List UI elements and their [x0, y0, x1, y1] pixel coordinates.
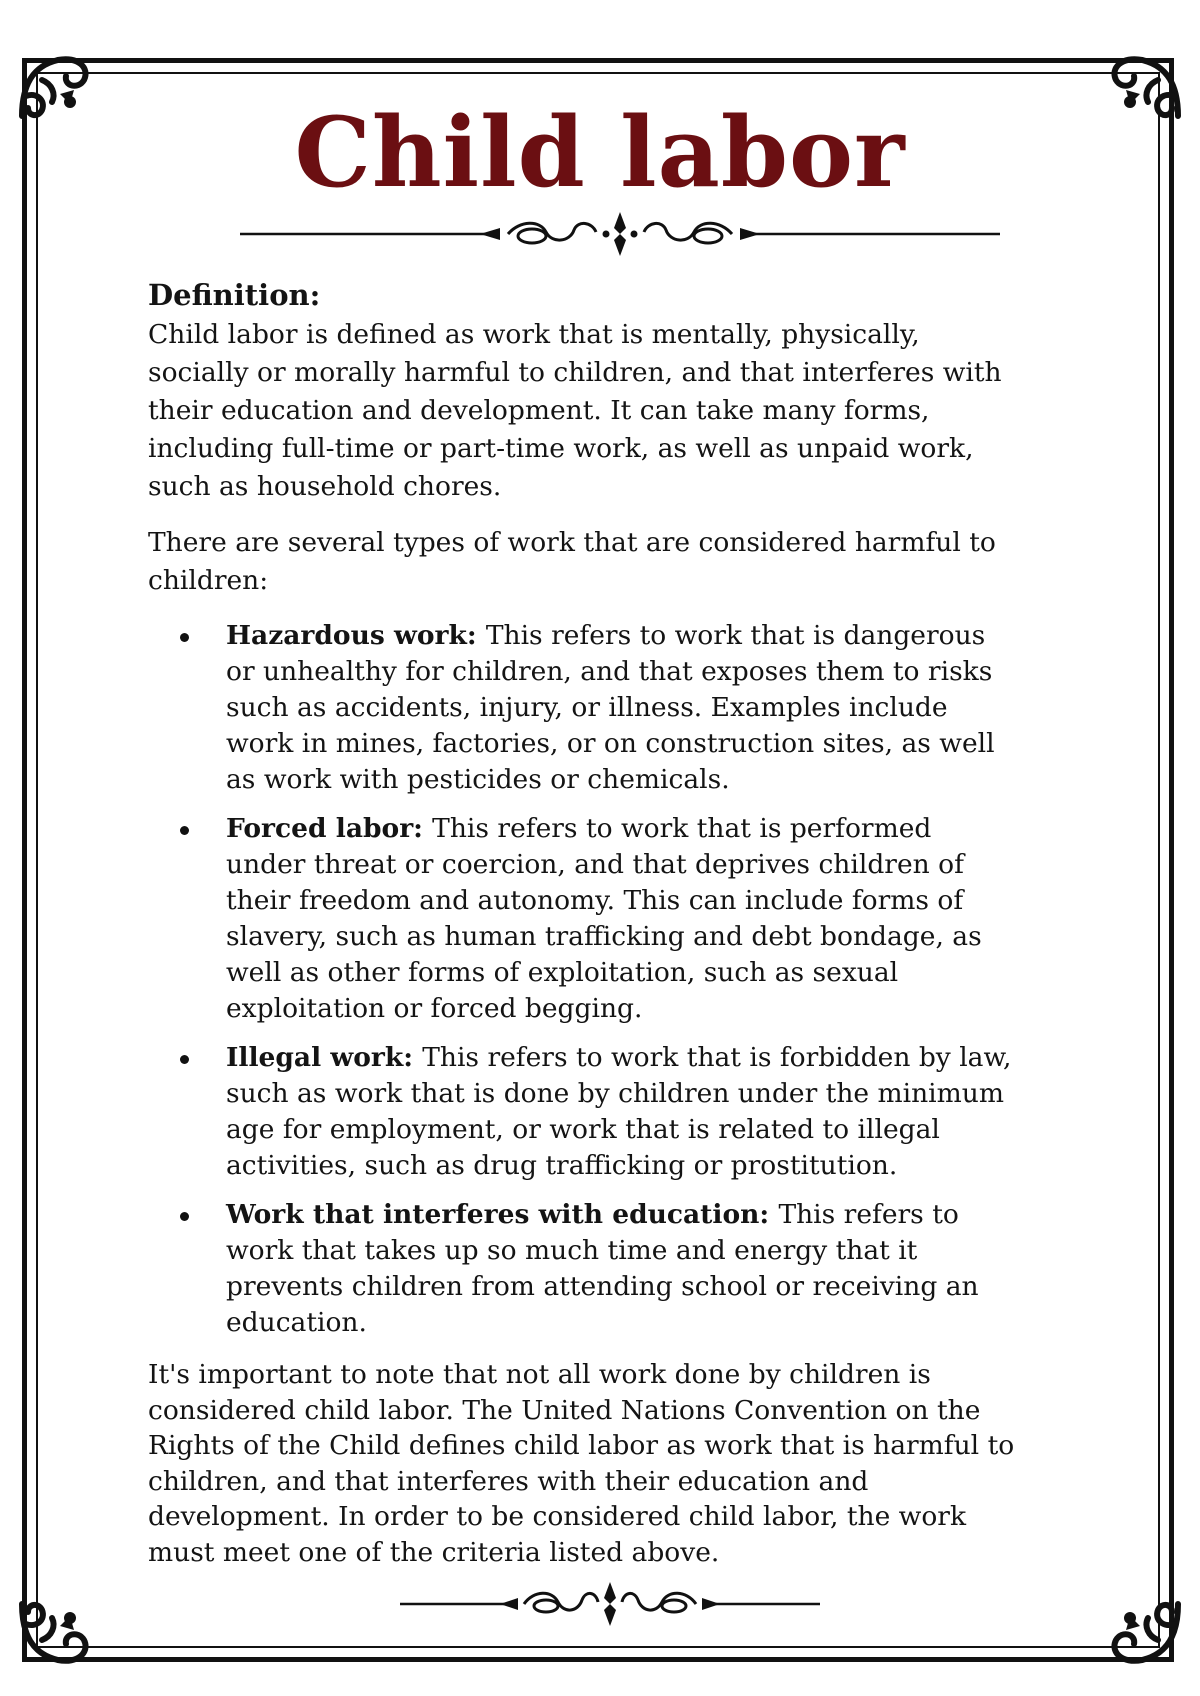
list-item: [148, 1040, 1018, 1184]
list-item-term: Hazardous work:: [226, 620, 486, 651]
list-item: [148, 618, 1018, 798]
list-item: [148, 811, 1018, 1027]
definition-paragraph: Child labor is defined as work that is mentally, physically, socially or morally harmful to children, and that interferes with their education and development. It can take many forms, including full-time or part-time work, as well as unpaid work, such as household chores.: [148, 319, 1002, 502]
document-body: [148, 276, 1018, 1570]
page-title: Child labor: [294, 96, 906, 209]
list-item-text: This refers to work that is forbidden by law, such as work that is done by children under the minimum age for employment, or work that is related to illegal activities, such as drug trafficking or prostitution.: [226, 1042, 1012, 1181]
flourish-divider-icon: [240, 208, 1000, 260]
bullet-icon: [180, 826, 189, 835]
list-item-term: Illegal work:: [226, 1042, 423, 1073]
list-item-term: Work that interferes with education:: [226, 1199, 779, 1230]
list-item-text: This refers to work that is performed under threat or coercion, and that deprives children of their freedom and autonomy. This can include forms of slavery, such as human trafficking and debt bondage, as well as other forms of exploitation, such as sexual exploitation or forced begging.: [226, 813, 982, 1024]
bullet-icon: [180, 633, 189, 642]
types-intro-paragraph: There are several types of work that are considered harmful to children:: [148, 527, 996, 596]
corner-ornament-icon: [1092, 1578, 1188, 1674]
bullet-icon: [180, 1212, 189, 1221]
list-item-term: Forced labor:: [226, 813, 433, 844]
closing-paragraph: It's important to note that not all work done by children is considered child labor. The United Nations Convention on the Rights of the Child defines child labor as work that is harmful to children, and that interferes with their education and development. In order to be considered child labor, the work must meet one of the criteria listed above.: [148, 1359, 1015, 1568]
bullet-icon: [180, 1055, 189, 1064]
list-item-text: This refers to work that is dangerous or unhealthy for children, and that exposes them to risks such as accidents, injury, or illness. Examples include work in mines, factories, or on construction sites, as well as work with pesticides or chemicals.: [226, 620, 995, 795]
types-list: [148, 618, 1018, 1341]
corner-ornament-icon: [12, 1578, 108, 1674]
list-item: [148, 1197, 1018, 1341]
flourish-divider-icon: [400, 1578, 820, 1630]
list-item-text: This refers to work that takes up so much time and energy that it prevents children from attending school or receiving an education.: [226, 1199, 979, 1338]
definition-heading: Definition:: [148, 278, 321, 312]
